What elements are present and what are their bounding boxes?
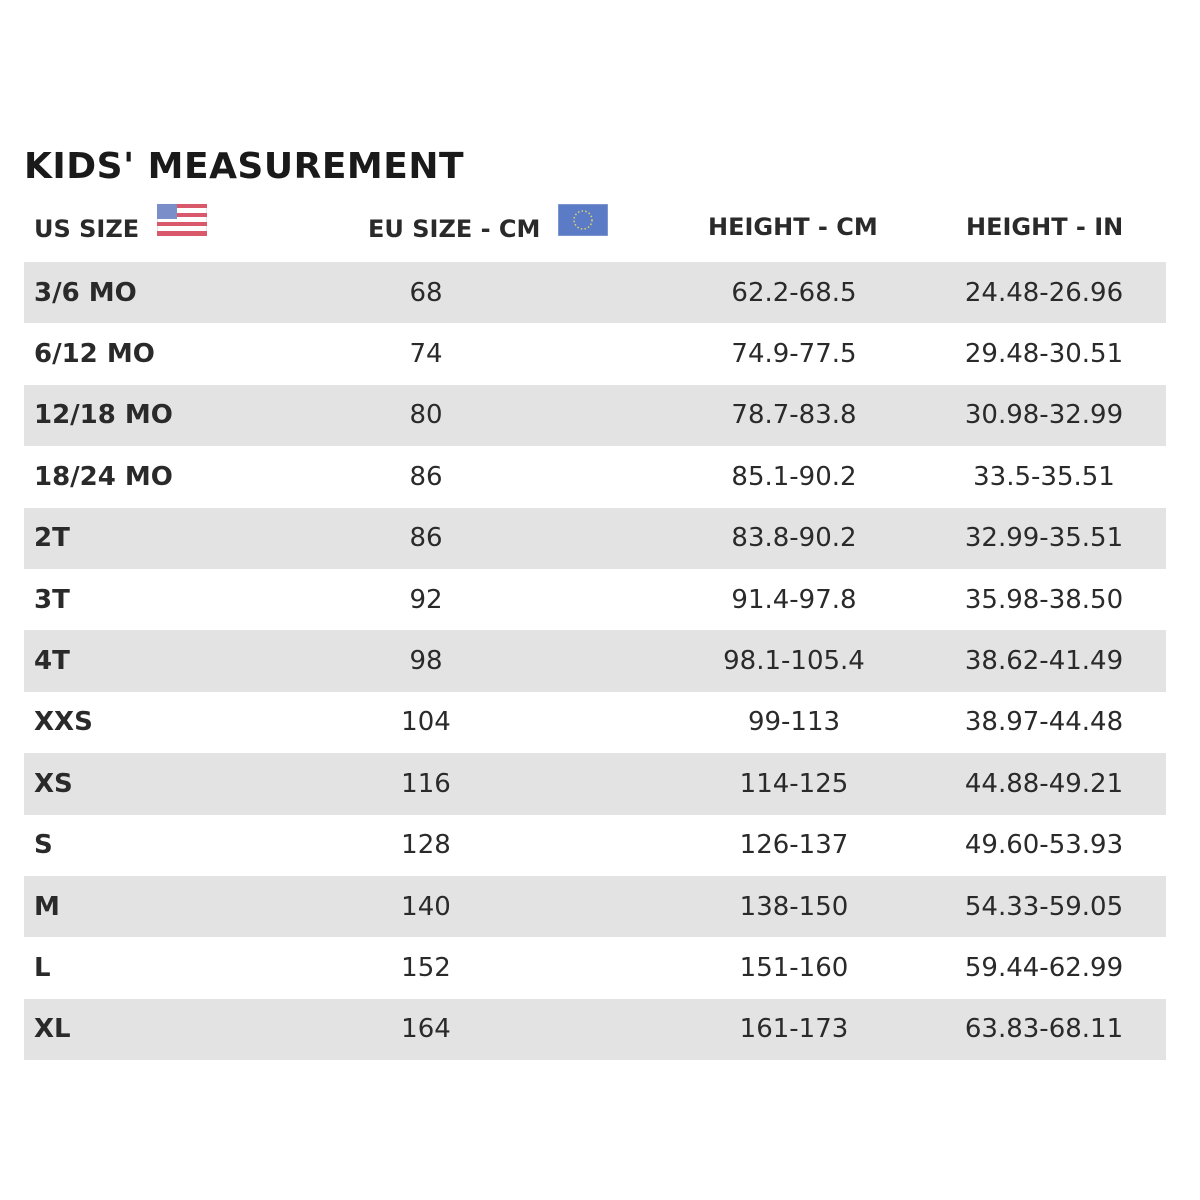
height-cm-cell: 85.1-90.2 <box>731 461 857 492</box>
header-us-size-label: US SIZE <box>34 215 140 243</box>
us-size-cell: 4T <box>34 646 70 677</box>
eu-size-cell: 86 <box>409 461 443 492</box>
header-eu-size-label: EU SIZE - CM <box>368 215 541 243</box>
header-height-cm: HEIGHT - CM <box>708 213 878 241</box>
table-header <box>24 200 1166 258</box>
height-in-cell: 30.98-32.99 <box>964 400 1124 431</box>
us-size-cell: 3/6 MO <box>34 277 137 308</box>
us-size-cell: 3T <box>34 584 70 615</box>
table-row <box>24 753 1166 814</box>
height-cm-cell: 161-173 <box>739 1014 849 1045</box>
eu-size-cell: 86 <box>409 523 443 554</box>
us-flag-icon <box>157 204 207 242</box>
height-in-cell: 24.48-26.96 <box>964 277 1124 308</box>
height-cm-cell: 114-125 <box>739 768 849 799</box>
eu-size-cell: 92 <box>409 584 443 615</box>
header-height-in: HEIGHT - IN <box>966 213 1124 241</box>
height-in-cell: 38.97-44.48 <box>964 707 1124 738</box>
height-cm-cell: 74.9-77.5 <box>731 339 857 370</box>
table-row <box>24 323 1166 384</box>
height-cm-cell: 91.4-97.8 <box>731 584 857 615</box>
header-eu-size <box>368 200 608 258</box>
us-size-cell: XXS <box>34 707 93 738</box>
table-row <box>24 630 1166 691</box>
table-row <box>24 446 1166 507</box>
eu-size-cell: 152 <box>401 952 451 983</box>
table-row <box>24 815 1166 876</box>
eu-size-cell: 116 <box>401 768 451 799</box>
height-in-cell: 54.33-59.05 <box>964 891 1124 922</box>
us-size-cell: 6/12 MO <box>34 339 155 370</box>
us-size-cell: XL <box>34 1014 71 1045</box>
table-row <box>24 385 1166 446</box>
eu-size-cell: 128 <box>401 830 451 861</box>
table-row <box>24 569 1166 630</box>
height-in-cell: 44.88-49.21 <box>964 768 1124 799</box>
height-in-cell: 32.99-35.51 <box>964 523 1124 554</box>
height-cm-cell: 151-160 <box>739 952 849 983</box>
header-us-size <box>34 200 207 258</box>
eu-size-cell: 164 <box>401 1014 451 1045</box>
height-in-cell: 29.48-30.51 <box>964 339 1124 370</box>
eu-size-cell: 104 <box>401 707 451 738</box>
size-table <box>24 262 1166 1060</box>
eu-size-cell: 80 <box>409 400 443 431</box>
table-row <box>24 999 1166 1060</box>
height-in-cell: 59.44-62.99 <box>964 952 1124 983</box>
eu-size-cell: 140 <box>401 891 451 922</box>
height-in-cell: 35.98-38.50 <box>964 584 1124 615</box>
eu-size-cell: 98 <box>409 646 443 677</box>
height-cm-cell: 78.7-83.8 <box>731 400 857 431</box>
eu-size-cell: 74 <box>409 339 443 370</box>
table-row <box>24 692 1166 753</box>
table-row <box>24 508 1166 569</box>
height-in-cell: 63.83-68.11 <box>964 1014 1124 1045</box>
eu-flag-icon <box>558 204 608 242</box>
us-size-cell: XS <box>34 768 73 799</box>
table-row <box>24 937 1166 998</box>
height-cm-cell: 138-150 <box>739 891 849 922</box>
height-in-cell: 38.62-41.49 <box>964 646 1124 677</box>
height-in-cell: 33.5-35.51 <box>973 461 1115 492</box>
height-cm-cell: 98.1-105.4 <box>723 646 865 677</box>
us-size-cell: 12/18 MO <box>34 400 173 431</box>
height-cm-cell: 83.8-90.2 <box>731 523 857 554</box>
eu-size-cell: 68 <box>409 277 443 308</box>
us-size-cell: M <box>34 891 60 922</box>
height-cm-cell: 62.2-68.5 <box>731 277 857 308</box>
table-row <box>24 262 1166 323</box>
us-size-cell: L <box>34 952 51 983</box>
page-title: KIDS' MEASUREMENT <box>24 146 465 187</box>
us-size-cell: S <box>34 830 53 861</box>
height-cm-cell: 126-137 <box>739 830 849 861</box>
us-size-cell: 2T <box>34 523 70 554</box>
table-row <box>24 876 1166 937</box>
height-in-cell: 49.60-53.93 <box>964 830 1124 861</box>
height-cm-cell: 99-113 <box>747 707 841 738</box>
us-size-cell: 18/24 MO <box>34 461 173 492</box>
